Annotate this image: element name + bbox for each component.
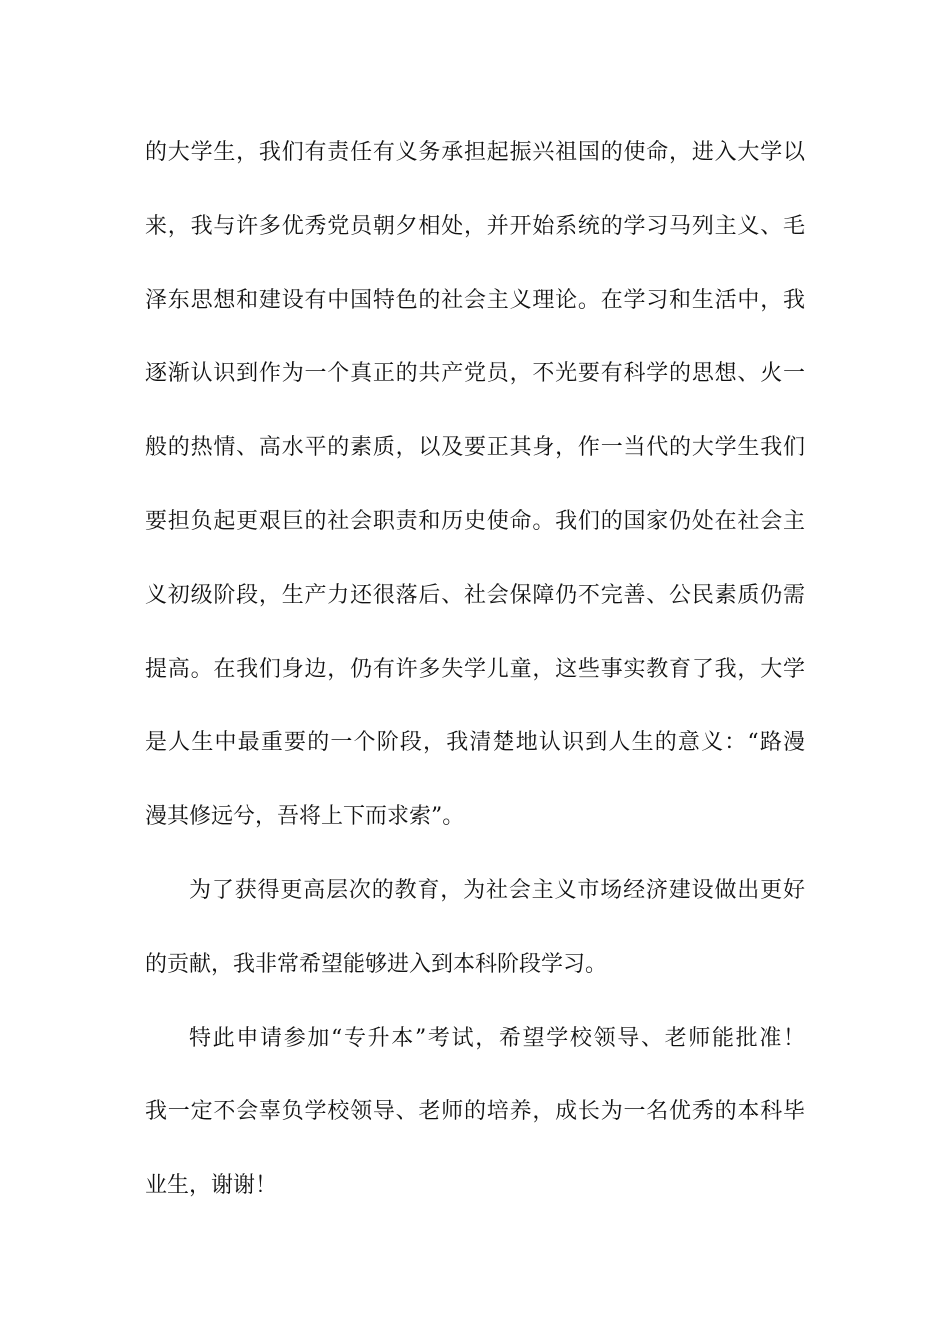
text-line: 提高。在我们身边，仍有许多失学儿童，这些事实教育了我，大学	[145, 656, 805, 682]
text-line: 来，我与许多优秀党员朝夕相处，并开始系统的学习马列主义、毛	[145, 213, 805, 239]
text-line: 漫其修远兮，吾将上下而求索”。	[145, 804, 465, 830]
text-line: 逐渐认识到作为一个真正的共产党员，不光要有科学的思想、火一	[145, 361, 805, 387]
text-line: 的大学生，我们有责任有义务承担起振兴祖国的使命，进入大学以	[145, 140, 805, 165]
body-text	[145, 127, 805, 1234]
text-line: 我一定不会辜负学校领导、老师的培养，成长为一名优秀的本科毕	[145, 1099, 805, 1125]
text-line: 是人生中最重要的一个阶段，我清楚地认识到人生的意义：“路漫	[145, 730, 805, 756]
text-line: 业生，谢谢！	[145, 1173, 278, 1199]
text-line: 的贡献，我非常希望能够进入到本科阶段学习。	[145, 951, 608, 977]
text-line: 要担负起更艰巨的社会职责和历史使命。我们的国家仍处在社会主	[145, 508, 805, 534]
text-line: 泽东思想和建设有中国特色的社会主义理论。在学习和生活中，我	[145, 287, 805, 313]
paragraph-start-line: 特此申请参加“专升本”考试，希望学校领导、老师能批准！	[189, 1025, 805, 1051]
text-line: 义初级阶段，生产力还很落后、社会保障仍不完善、公民素质仍需	[145, 582, 805, 608]
paragraph-start-line: 为了获得更高层次的教育，为社会主义市场经济建设做出更好	[189, 877, 805, 903]
text-line: 般的热情、高水平的素质，以及要正其身，作一当代的大学生我们	[145, 435, 805, 461]
